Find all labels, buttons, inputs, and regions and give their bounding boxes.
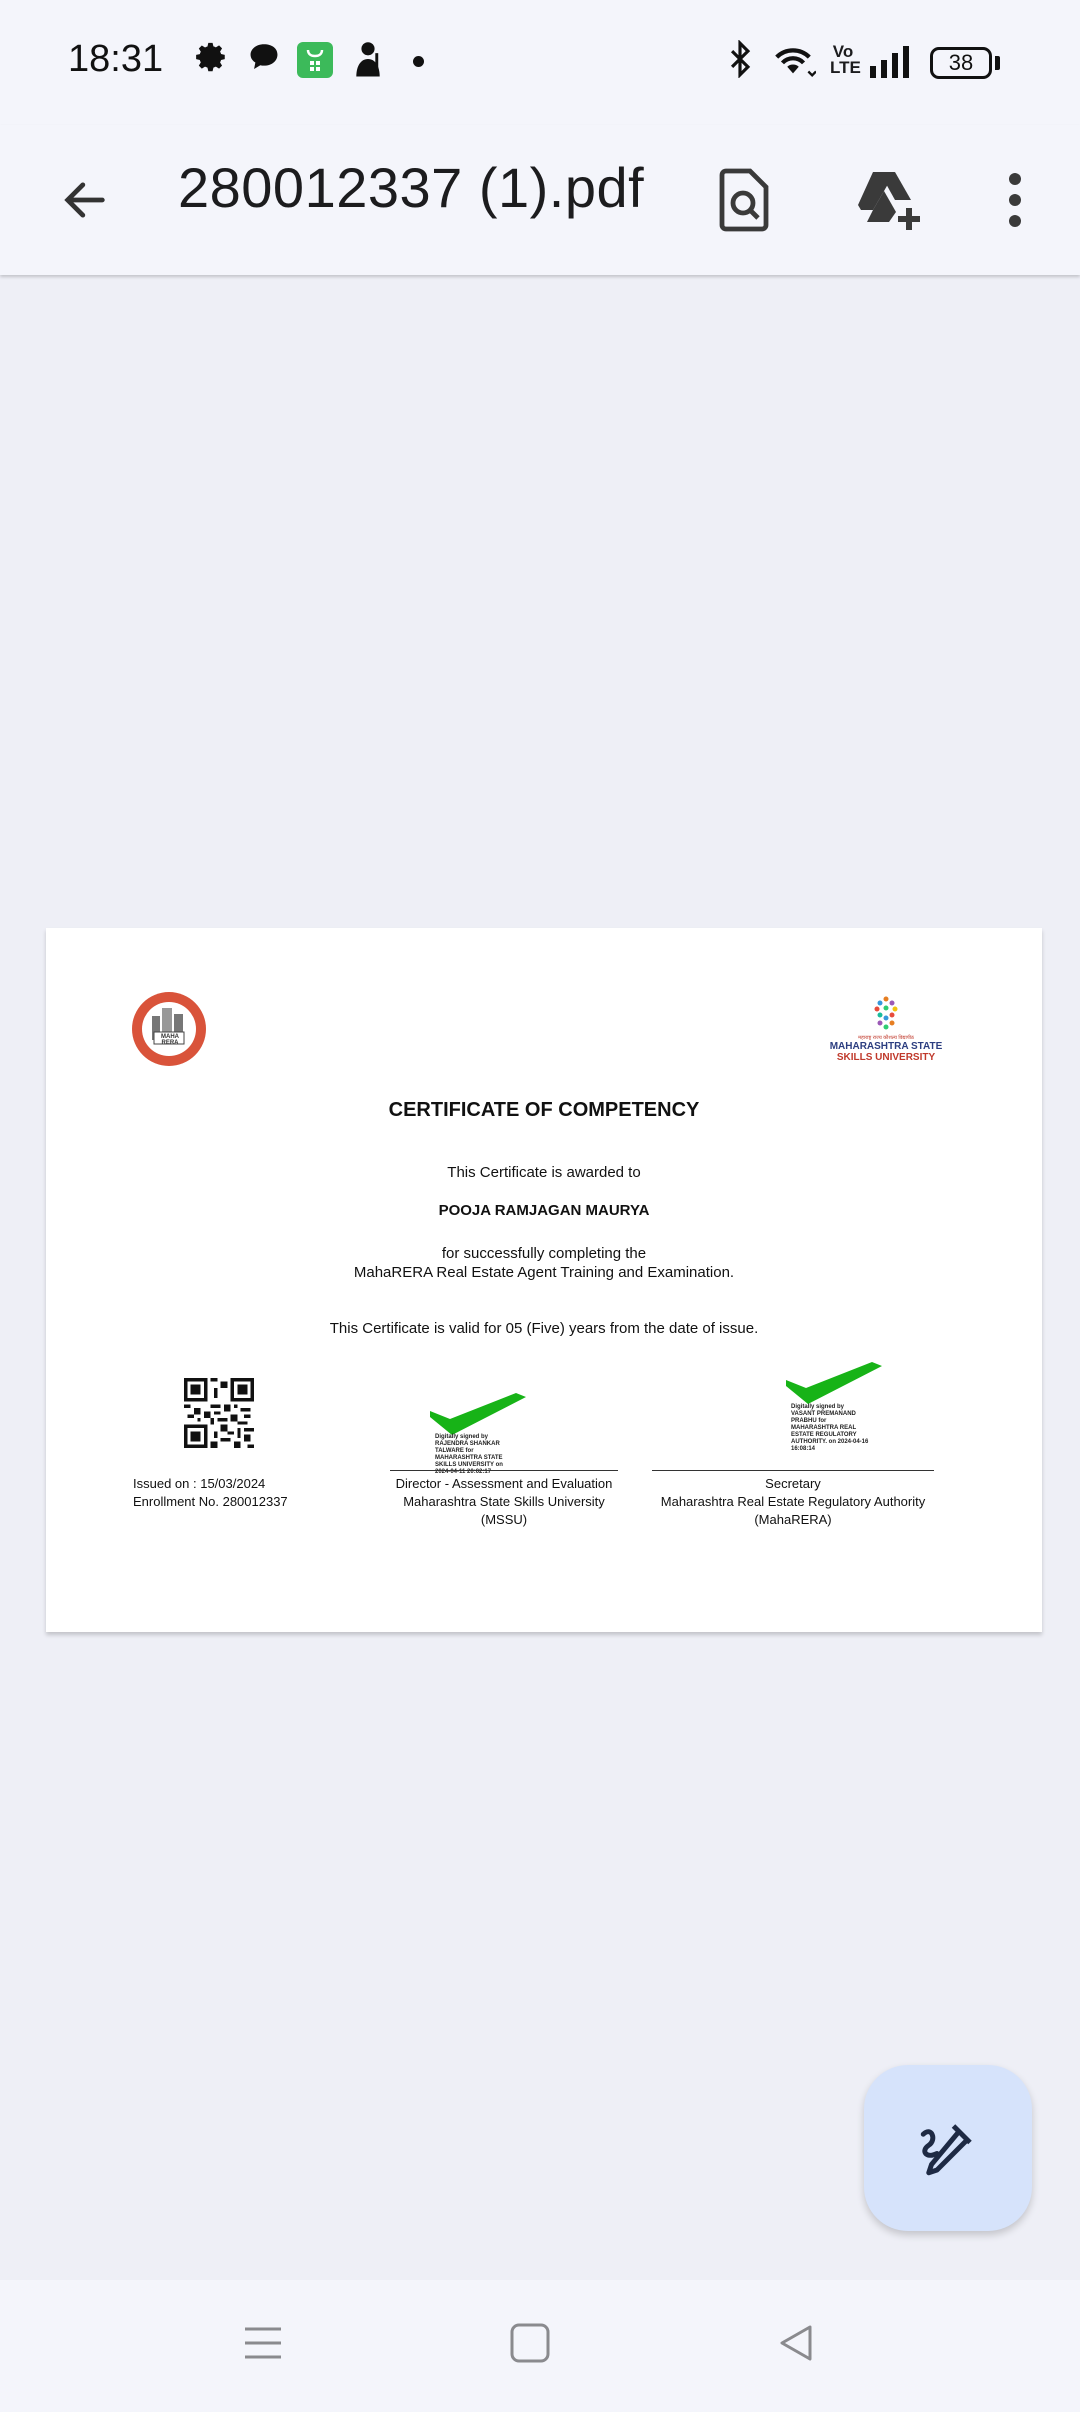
signatory-1 (390, 1475, 618, 1529)
enrollment-number: Enrollment No. 280012337 (133, 1494, 288, 1509)
edit-fab-button[interactable] (864, 2065, 1032, 2231)
maharera-logo-text: MAHA RERA (161, 1034, 179, 1046)
more-vert-icon (1007, 172, 1023, 228)
system-nav-bar (0, 2280, 1080, 2412)
mssu-logo-marathi: महाराष्ट्र राज्य कौशल्य विद्यापीठ (858, 1035, 914, 1041)
recents-menu-icon (243, 2323, 283, 2363)
signature-check-2 (786, 1362, 882, 1409)
completing-line: for successfully completing the (441, 1245, 647, 1262)
notification-dot (413, 56, 424, 67)
game-character-icon (350, 40, 386, 83)
status-bar (0, 0, 1080, 125)
maharera-logo (130, 990, 208, 1068)
status-time: 18:31 (68, 38, 164, 80)
app-bar (0, 125, 1080, 275)
more-options-button[interactable] (990, 160, 1040, 240)
file-title: 280012337 (1).pdf (178, 156, 645, 219)
mssu-dots-icon (869, 996, 903, 1030)
qr-code (184, 1378, 254, 1448)
pdf-page[interactable] (46, 928, 1042, 1632)
issued-on: Issued on : 15/03/2024 (133, 1476, 266, 1491)
back-arrow-icon (59, 174, 111, 226)
save-to-drive-button[interactable] (848, 155, 928, 245)
signatory-1-org-short: (MSSU) (480, 1512, 528, 1527)
signatory-2-org: Maharashtra Real Estate Regulatory Authority (660, 1494, 926, 1509)
signal-icon (870, 44, 914, 83)
signatory-1-org: Maharashtra State Skills University (403, 1494, 605, 1509)
battery-icon: 38 (930, 47, 992, 79)
course-line: MahaRERA Real Estate Agent Training and Examination. (353, 1264, 735, 1281)
back-nav-button[interactable] (763, 2310, 829, 2376)
mssu-logo-line2: SKILLS UNIVERSITY (836, 1052, 936, 1063)
digital-signature-2: Digitally signed by VASANT PREMANAND PRABHU for MAHARASHTRA REAL ESTATE REGULATORY AUTHORITY. on 2024-04-16 16:08:14 (791, 1404, 869, 1452)
mssu-logo-line1: MAHARASHTRA STATE (829, 1041, 943, 1052)
signature-check-1 (430, 1393, 526, 1440)
mssu-logo (826, 996, 946, 1063)
home-square-icon (509, 2322, 551, 2364)
recipient-name: POOJA RAMJAGAN MAURYA (438, 1202, 650, 1219)
signatory-2-org-short: (MahaRERA) (754, 1512, 832, 1527)
certificate-title: CERTIFICATE OF COMPETENCY (388, 1099, 700, 1121)
signatory-1-role: Director - Assessment and Evaluation (395, 1476, 613, 1491)
wifi-icon (770, 40, 816, 85)
edit-pen-icon (915, 2115, 981, 2181)
settings-gear-icon (195, 40, 229, 79)
bluetooth-icon (726, 40, 754, 83)
volte-icon: Vo LTE (830, 42, 861, 77)
drive-add-icon (853, 168, 923, 232)
home-button[interactable] (497, 2310, 563, 2376)
signatory-2 (646, 1475, 940, 1529)
app-notification-icon (297, 42, 333, 83)
signatory-2-role: Secretary (765, 1476, 821, 1491)
signature-line-1 (390, 1470, 618, 1471)
back-triangle-icon (776, 2323, 816, 2363)
recents-button[interactable] (230, 2310, 296, 2376)
awarded-line: This Certificate is awarded to (447, 1164, 641, 1181)
search-in-file-button[interactable] (704, 155, 784, 245)
validity-line: This Certificate is valid for 05 (Five) years from the date of issue. (329, 1320, 759, 1337)
digital-signature-1: Digitally signed by RAJENDRA SHANKAR TALWARE for MAHARASHTRA STATE SKILLS UNIVERSITY on 2024-04-11 20:02:17 (435, 1434, 503, 1475)
battery-cap (995, 56, 1000, 70)
back-button[interactable] (50, 165, 120, 235)
signature-line-2 (652, 1470, 934, 1471)
file-search-icon (716, 167, 772, 233)
chat-bubble-icon (247, 40, 281, 79)
